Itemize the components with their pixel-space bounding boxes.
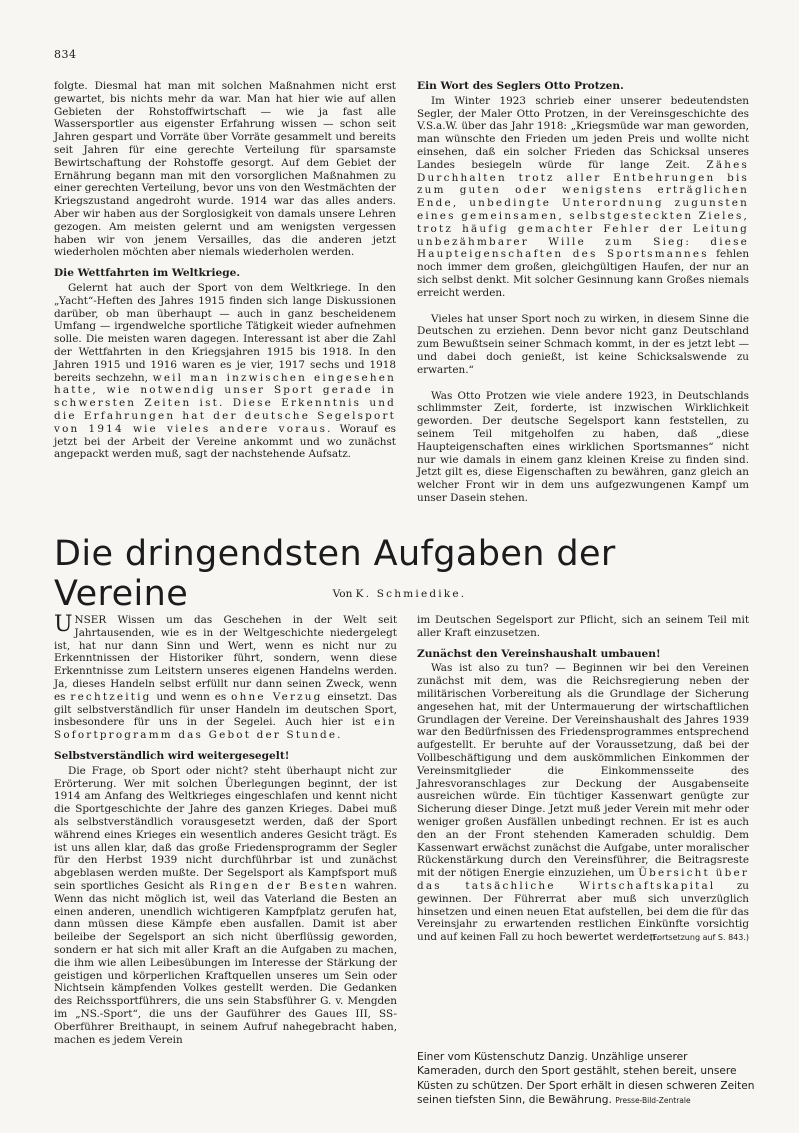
paragraph — [417, 95, 749, 300]
photo-caption — [417, 1050, 755, 1109]
photo-credit: Presse-Bild-Zentrale — [615, 1096, 691, 1106]
paragraph — [54, 765, 397, 1047]
top-left-column — [54, 80, 396, 461]
text-run: Worauf es jetzt bei der Arbeit der Vereine ankommt und wo zunächst angepackt werden muß, sagt der nachstehende Aufsatz. — [54, 422, 397, 461]
page-number: 834 — [54, 48, 77, 61]
bottom-right-column — [417, 614, 749, 945]
spaced-emphasis: Ringen der Besten — [209, 879, 349, 892]
spaced-emphasis: ein Sofortprogramm das Gebot der Stunde. — [54, 716, 397, 742]
text-run: wahren. Wenn das nicht möglich ist, weil das Vaterland die Besten an einen anderen, unendlich wichtigeren Kampfplatz gerufen hat, dann müssen diese Kämpfe eben ausfallen. Damit ist aber beileibe der Segelsport an sich nicht überflüssig geworden, sondern er hat sich mit aller Kraft an die Aufgaben zu machen, die ihm wie allen Leibesübungen im Interesse der Stärkung der geistigen und körperlichen Kraftquellen unseres um Sein oder Nichtsein kämpfenden Volkes gestellt werden. Die Gedanken des Reichssportführers, die uns sein Stabsführer G. v. Mengden im „NS.-Sport“, die uns der Gauführer des Gaues III, SS-Oberführer Breithaupt, in seinem Aufruf nahegebracht haben, machen es jedem Verein — [54, 879, 397, 1046]
paragraph — [417, 662, 749, 944]
text-run: NSER Wissen um das Geschehen in der Welt seit Jahrtausenden, wie es in der Weltgeschichte niedergelegt ist, hat nur dann Sinn und Wert, wenn es nicht nur zu Erkenntnissen der Historiker führt, sondern, wenn diese Erkenntnisse zum Leitstern unseres eigenen Handelns werden. Ja, dieses Handeln selbst erfüllt nur dann seinen Zweck, wenn es — [54, 614, 397, 703]
text-run: Gelernt hat auch der Sport von dem Weltkriege. In den „Yacht“-Heften des Jahres 1915 finden sich lange Diskussionen darüber, ob man überhaupt — auch in ganz bescheidenem Umfang — irgendwelche sportliche Tätigkeit wieder aufnehmen solle. Die meisten waren dagegen. Interessant ist aber die Zahl der Wettfahrten in den Kriegsjahren 1915 bis 1918. In den Jahren 1915 und 1916 waren es je vier, 1917 sechs und 1918 bereits sechzehn, — [54, 281, 396, 384]
spaced-emphasis: ohne Verzug — [231, 690, 323, 703]
paragraph: folgte. Diesmal hat man mit solchen Maßnahmen nicht erst gewartet, bis nichts mehr da war. Man hat hier wie auf allen Gebieten der Rohstoffwirtschaft — wie ja fast alle Wassersportler aus eigenster Erfahrung wissen — schon seit Jahren gespart und Vorräte über Vorräte gesammelt und bereits seit Jahren für eine gerechte Verteilung für sparsamste Bewirtschaftung der Rohstoffe gesorgt. Auf dem Gebiet der Ernährung begann man mit den vorsorglichen Maßnahmen zu einer gerechten Verteilung, bevor uns von den Westmächten der Kriegszustand angedroht wurde. 1914 war das alles anders. Aber wir haben aus der Sorglosigkeit von damals unsere Lehren gezogen. Am meisten gelernt und am wenigsten vergessen haben wir von jenem Versailles, das die anderen jetzt wiederholen möchten aber niemals wiederholen werden. — [54, 80, 396, 259]
continuation-note: (Fortsetzung auf S. 843.) — [649, 932, 749, 942]
paragraph: Vieles hat unser Sport noch zu wirken, in diesem Sinne die Deutschen zu erziehen. Denn bevor nicht ganz Deutschland zum Bewußtsein seiner Schmach kommt, in der es jetzt lebt — und dabei doch genießt, ist keine Schicksalswende zu erwarten.“ — [417, 312, 749, 376]
section-heading: Selbstverständlich wird weitergesegelt! — [54, 749, 290, 762]
bottom-left-column — [54, 614, 397, 1046]
article-byline — [0, 588, 799, 600]
text-run: fehlen noch immer dem großen, gleichgültigen Haufen, der nur an sich selbst denkt. Mit solcher Gesinnung kann Großes niemals erreicht werden. — [417, 248, 750, 299]
article-headline: Die dringendsten Aufgaben der Vereine — [54, 534, 616, 614]
text-run: einsetzt. Das gilt selbstverständlich für unser Handeln im deutschen Sport, insbesondere für uns in der Segelei. Auch hier ist — [54, 690, 397, 729]
paragraph — [54, 282, 396, 461]
top-right-column — [417, 80, 749, 505]
section-heading: Zunächst den Vereinshaushalt umbauen! — [417, 647, 661, 660]
byline-prefix: Von — [332, 588, 353, 600]
section-heading: Die Wettfahrten im Weltkriege. — [54, 267, 241, 280]
caption-text: Einer vom Küstenschutz Danzig. Unzählige unserer Kameraden, durch den Sport gestählt, stehen bereit, unsere Küsten zu schützen. Der Sport erhält in diesen schweren Zeiten seinen tiefsten Sinn, die Bewährung. — [417, 1051, 755, 1107]
text-run: Die Frage, ob Sport oder nicht? steht überhaupt nicht zur Erörterung. Wer mit solchen Überlegungen beginnt, der ist 1914 am Anfang des Weltkrieges eingeschlafen und kennt nicht die Sportgeschichte der Jahre des ganzen Krieges. Dabei muß als selbstverständlich vorausgesetzt werden, daß der Sport während eines Krieges ein wesentlich anderes Gesicht trägt. Es ist uns allen klar, daß das große Friedensprogramm der Segler für den Herbst 1939 nicht durchführbar ist und zunächst abgeblasen werden mußte. Der Segelsport als Kampfsport muß sein sportliches Gesicht als — [54, 764, 397, 892]
text-run: Im Winter 1923 schrieb einer unserer bedeutendsten Segler, der Maler Otto Protzen, in der Vereinsgeschichte des V.S.a.W. über das Jahr 1918: „Kriegsmüde war man geworden, man wünschte den Frieden um jeden Preis und wollte nicht einsehen, daß ein solcher Frieden das Schicksal unseres Landes besiegeln würde für lange Zeit. — [417, 94, 749, 171]
section-heading: Ein Wort des Seglers Otto Protzen. — [417, 80, 624, 92]
text-run: zu gewinnen. Der Führerrat aber muß sich unverzüglich hinsetzen und einen neuen Etat aufstellen, bei dem die für das Vereinsjahr zu erwartenden restlichen Einkünfte vorsichtig und auf keinen Fall zu hoch bewertet werden. — [417, 879, 749, 944]
spaced-emphasis: rechtzeitig — [70, 690, 152, 703]
text-run: Was ist also zu tun? — Beginnen wir bei den Vereinen zunächst mit dem, was die Reichsregierung neben der militärischen Vorbereitung als die Grundlage der Sicherung angesehen hat, mit der Untermauerung der wirtschaftlichen Grundlagen der Vereine. Der Vereinshaushalt des Jahres 1939 war den Bedürfnissen des Friedensprogrammes entsprechend aufgestellt. Er beruhte auf der Voraussetzung, daß bei der Vollbeschäftigung und dem auskömmlichen Einkommen der Vereinsmitglieder die Einkommensseite des Jahresvoranschlages zur Deckung der Ausgabenseite ausreichen würde. Ein tüchtiger Kassenwart genügte zur Sicherung dieser Dinge. Jetzt muß jeder Verein mit mehr oder weniger großen Ausfällen unbedingt rechnen. Er ist es auch den an der Front stehenden Kameraden schuldig. Dem Kassenwart erwächst zunächst die Aufgabe, unter moralischer Rückenstärkung durch den Vereinsführer, die Beitragsreste mit der nötigen Energie einzuziehen, um — [417, 662, 749, 880]
drop-cap: U — [54, 612, 73, 637]
paragraph: Was Otto Protzen wie viele andere 1923, in Deutschlands schlimmster Zeit, forderte, ist inzwischen Wirklichkeit geworden. Der deutsche Segelsport kann feststellen, zu seinem Teil mitgeholfen zu haben, daß „diese Haupteigenschaften eines wirklichen Sportsmannes“ nicht nur wie damals in einem ganz kleinen Kreise zu finden sind. Jetzt gilt es, diese Eigenschaften zu bewähren, ganz gleich an welcher Front wir in dem uns aufgezwungenen Kampf um unser Dasein stehen. — [417, 389, 749, 504]
paragraph — [54, 614, 397, 742]
spaced-emphasis: Übersicht über das tatsächliche Wirtschaftskapital — [417, 867, 750, 892]
spaced-emphasis: Zähes Durchhalten trotz aller Entbehrungen bis zum guten oder wenigstens erträglichen Ende, unbedingte Unterordnung zugunsten eines gemeinsamen, selbstgesteckten Zieles, trotz häufig gemachter Fehler der Leitung unbezähmbarer Wille zum Sieg: diese Haupteigenschaften des Sportsmannes — [417, 158, 749, 261]
text-run: und wenn es — [156, 690, 227, 703]
byline-author: K. Schmiedike. — [355, 588, 467, 600]
paragraph: im Deutschen Segelsport zur Pflicht, sich an seinem Teil mit aller Kraft einzusetzen. — [417, 614, 749, 639]
spaced-emphasis: weil man inzwischen eingesehen hatte, wie notwendig unser Sport gerade in schwersten Zeiten ist. Diese Erkenntnis und die Erfahrungen hat der deutsche Segelsport von 1914 wie vieles andere voraus. — [54, 371, 396, 435]
